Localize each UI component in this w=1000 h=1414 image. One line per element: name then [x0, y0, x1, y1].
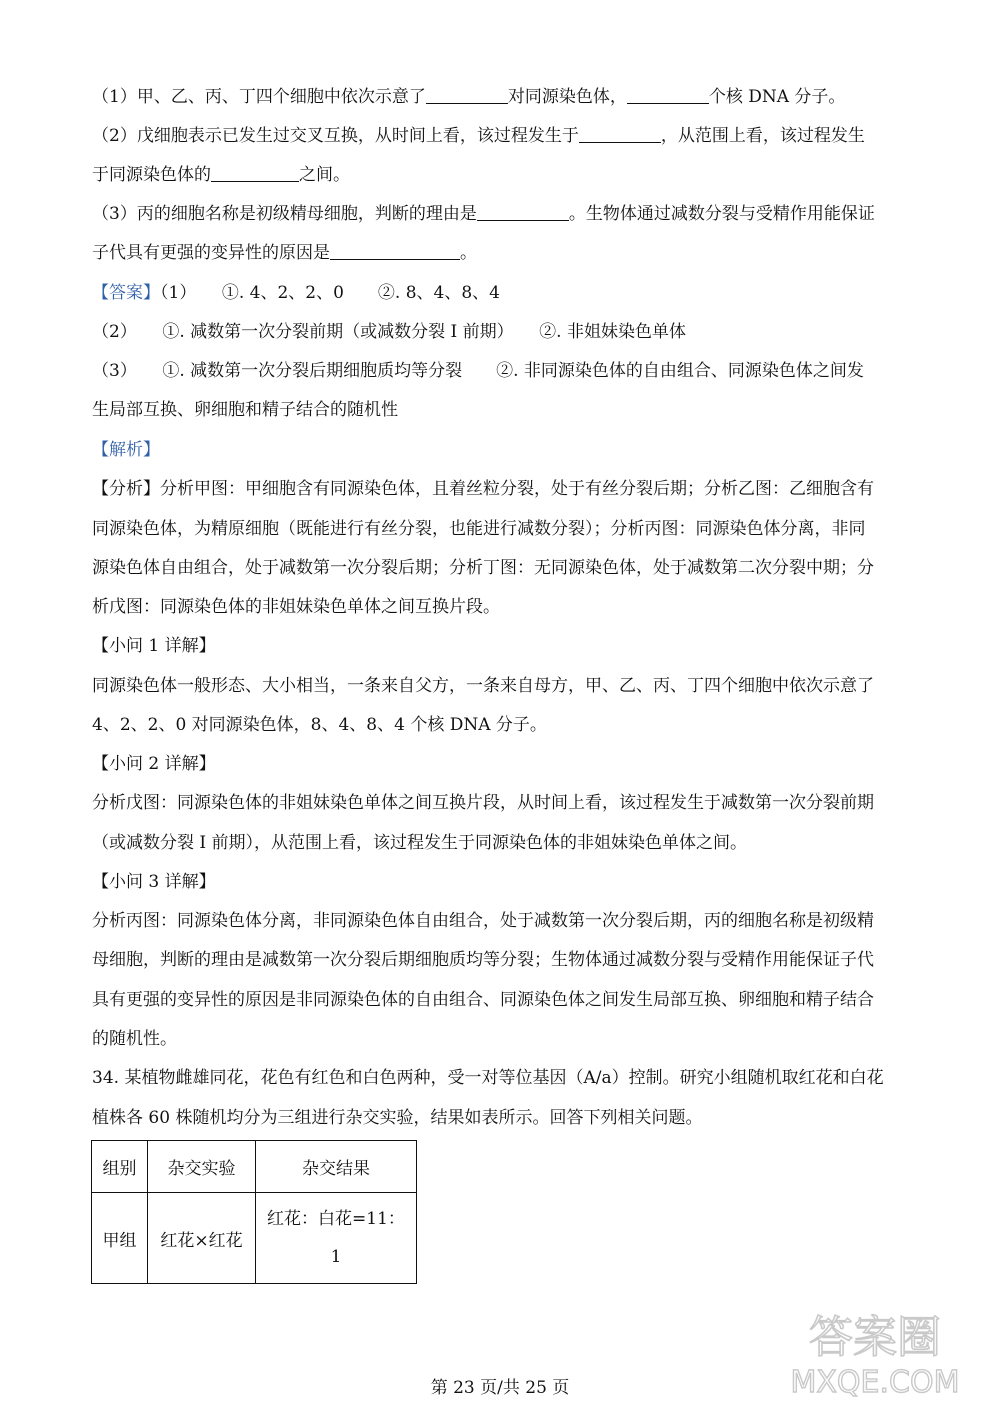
answer-blank — [426, 86, 508, 104]
question-text: 对同源染色体， — [507, 87, 627, 107]
cell-result-line-1: 红花：白花=11： — [267, 1209, 405, 1229]
analysis-line: 【分析】分析甲图：甲细胞含有同源染色体，且着丝粒分裂，处于有丝分裂后期；分析乙图：乙细胞含有 — [92, 479, 874, 499]
subquestion-2-title: 【小问 2 详解】 — [92, 754, 216, 774]
answer-blank — [627, 86, 709, 104]
question-34-line: 34. 某植物雌雄同花，花色有红色和白色两种，受一对等位基因（A/a）控制。研究小组随机取红花和白花 — [92, 1068, 884, 1088]
question-text: （2）戊细胞表示已发生过交叉互换，从时间上看，该过程发生于 — [92, 126, 579, 146]
header-group: 组别 — [92, 1141, 148, 1193]
question-line-4 — [92, 203, 875, 225]
analysis-tag: 【解析】 — [92, 440, 160, 460]
watermark-text-bottom: MXQE.COM — [790, 1365, 960, 1400]
question-34-line: 植株各 60 株随机均分为三组进行杂交实验，结果如表所示。回答下列相关问题。 — [92, 1108, 703, 1128]
question-text: 子代具有更强的变异性的原因是 — [92, 243, 330, 263]
question-text: ，从范围上看，该过程发生 — [660, 126, 865, 146]
cell-group: 甲组 — [92, 1193, 148, 1284]
watermark-logo — [780, 1300, 970, 1400]
table-row — [92, 1193, 417, 1284]
question-text: 于同源染色体的 — [92, 165, 211, 185]
analysis-line: 析戊图：同源染色体的非姐妹染色单体之间互换片段。 — [92, 597, 500, 617]
analysis-line: 同源染色体，为精原细胞（既能进行有丝分裂，也能进行减数分裂）；分析丙图：同源染色体分离，非同 — [92, 519, 866, 539]
subquestion-3-title: 【小问 3 详解】 — [92, 872, 216, 892]
question-line-2 — [92, 125, 865, 147]
answer-line-1 — [92, 282, 500, 304]
question-line-1 — [92, 86, 845, 108]
subquestion-3-line: 分析丙图：同源染色体分离，非同源染色体自由组合，处于减数第一次分裂后期，丙的细胞名称是初级精 — [92, 911, 874, 931]
answer-line-2: （2） ①. 减数第一次分裂前期（或减数分裂 I 前期） ②. 非姐妹染色单体 — [92, 322, 686, 342]
header-result: 杂交结果 — [256, 1141, 417, 1193]
subquestion-2-line: （或减数分裂 I 前期），从范围上看，该过程发生于同源染色体的非姐妹染色单体之间。 — [92, 833, 748, 853]
answer-line-4: 生局部互换、卵细胞和精子结合的随机性 — [92, 400, 398, 420]
page-footer: 第 23 页/共 25 页 — [430, 1378, 570, 1398]
hybrid-table — [91, 1140, 417, 1284]
question-line-3 — [92, 164, 350, 186]
answer-line-3: （3） ①. 减数第一次分裂后期细胞质均等分裂 ②. 非同源染色体的自由组合、同源染色体之间发 — [92, 361, 864, 381]
cell-result — [256, 1193, 417, 1284]
answer-blank — [330, 242, 460, 260]
subquestion-3-line: 具有更强的变异性的原因是非同源染色体的自由组合、同源染色体之间发生局部互换、卵细胞和精子结合 — [92, 990, 874, 1010]
header-cross: 杂交实验 — [148, 1141, 256, 1193]
subquestion-1-line: 同源染色体一般形态、大小相当，一条来自父方，一条来自母方，甲、乙、丙、丁四个细胞中依次示意了 — [92, 676, 874, 696]
answer-blank — [211, 164, 299, 182]
question-text: 之间。 — [299, 165, 350, 185]
subquestion-3-line: 的随机性。 — [92, 1029, 177, 1049]
answer-text: （1） ①. 4、2、2、0 ②. 8、4、8、4 — [160, 283, 500, 303]
subquestion-1-title: 【小问 1 详解】 — [92, 636, 216, 656]
watermark-text-top: 答案圈 — [809, 1312, 941, 1363]
subquestion-1-line: 4、2、2、0 对同源染色体，8、4、8、4 个核 DNA 分子。 — [92, 715, 547, 735]
question-text: 。生物体通过减数分裂与受精作用能保证 — [568, 204, 875, 224]
question-text: （1）甲、乙、丙、丁四个细胞中依次示意了 — [92, 87, 426, 107]
analysis-line: 源染色体自由组合，处于减数第一次分裂后期；分析丁图：无同源染色体，处于减数第二次分裂中期；分 — [92, 558, 874, 578]
cell-result-line-2: 1 — [330, 1247, 342, 1267]
answer-blank — [477, 203, 569, 221]
answer-tag: 【答案】 — [92, 283, 160, 303]
question-text: 。 — [460, 243, 477, 263]
question-line-5 — [92, 242, 477, 264]
question-text: 个核 DNA 分子。 — [708, 87, 846, 107]
answer-blank — [579, 125, 661, 143]
subquestion-3-line: 母细胞，判断的理由是减数第一次分裂后期细胞质均等分裂；生物体通过减数分裂与受精作用能保证子代 — [92, 950, 874, 970]
subquestion-2-line: 分析戊图：同源染色体的非姐妹染色单体之间互换片段，从时间上看，该过程发生于减数第一次分裂前期 — [92, 793, 874, 813]
cell-cross: 红花×红花 — [148, 1193, 256, 1284]
table-header-row — [92, 1141, 417, 1193]
question-text: （3）丙的细胞名称是初级精母细胞，判断的理由是 — [92, 204, 477, 224]
